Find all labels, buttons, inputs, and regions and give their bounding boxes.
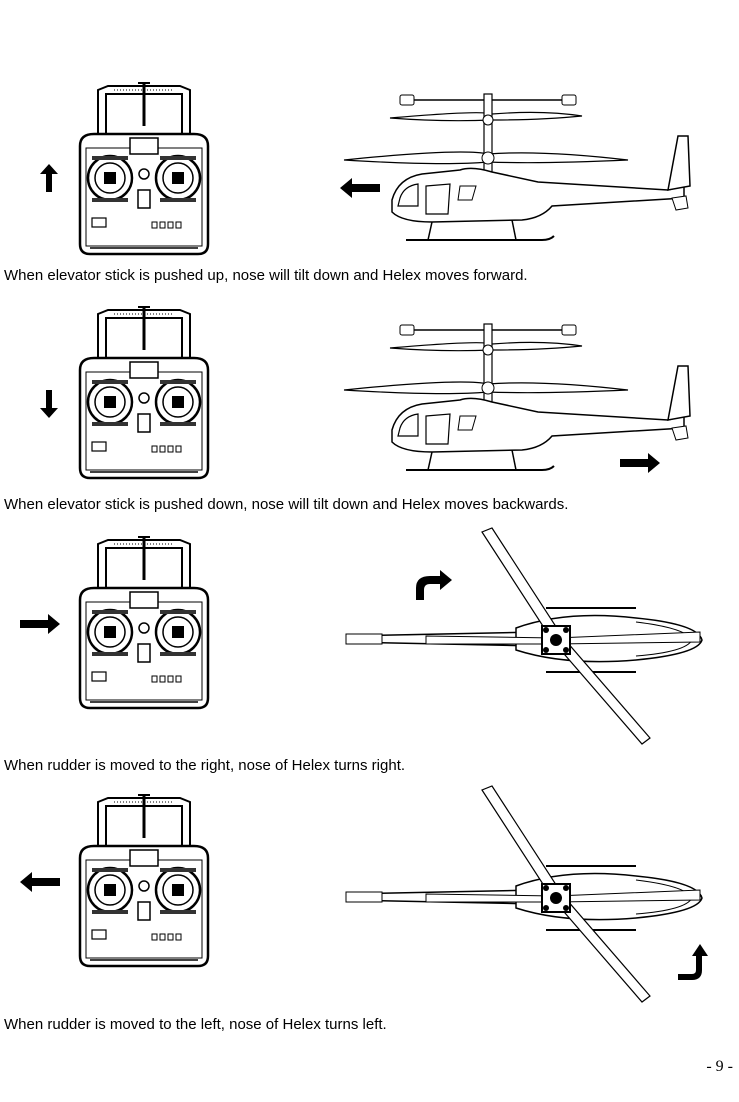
right-arrow-icon bbox=[620, 453, 660, 473]
right-arrow-icon bbox=[20, 614, 60, 634]
section-rudder-left bbox=[0, 786, 739, 1006]
transmitter-illustration bbox=[70, 534, 220, 714]
helicopter-top-view bbox=[346, 790, 706, 1006]
transmitter-illustration bbox=[70, 304, 220, 484]
section-rudder-right bbox=[0, 526, 739, 756]
transmitter-illustration bbox=[70, 792, 220, 972]
curved-up-arrow-icon bbox=[678, 944, 710, 982]
helicopter-side-view bbox=[342, 90, 712, 250]
down-arrow-icon bbox=[40, 390, 58, 420]
left-arrow-icon bbox=[20, 872, 60, 892]
transmitter-illustration bbox=[70, 80, 220, 260]
page-number: - 9 - bbox=[706, 1058, 733, 1075]
section-elevator-down bbox=[0, 300, 739, 490]
caption-3: When rudder is moved to the right, nose of Helex turns right. bbox=[4, 757, 406, 774]
section-elevator-up bbox=[0, 70, 739, 290]
caption-4: When rudder is moved to the left, nose of Helex turns left. bbox=[4, 1016, 387, 1033]
helicopter-top-view bbox=[346, 532, 706, 748]
caption-2: When elevator stick is pushed down, nose will tilt down and Helex moves backwards. bbox=[4, 496, 569, 513]
up-arrow-icon bbox=[40, 164, 58, 194]
caption-1: When elevator stick is pushed up, nose will tilt down and Helex moves forward. bbox=[4, 267, 528, 284]
